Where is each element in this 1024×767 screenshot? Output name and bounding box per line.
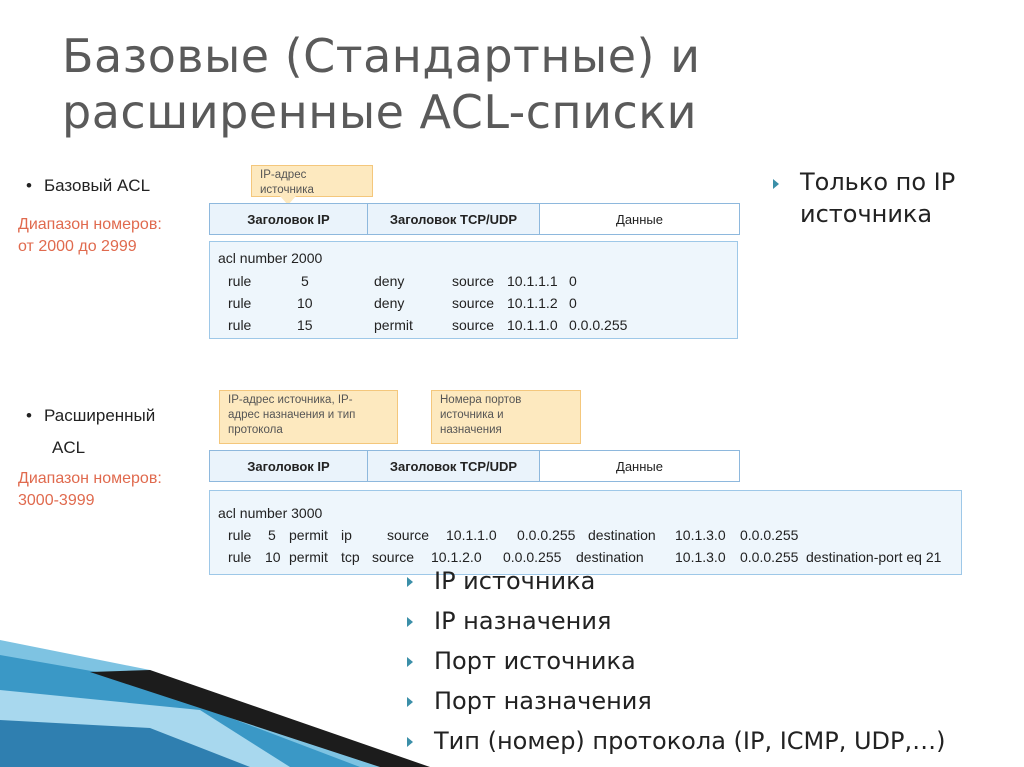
extended-range-line-2: 3000-3999 bbox=[18, 492, 95, 509]
callout-ports-line-3: назначения bbox=[440, 424, 502, 436]
rule-destination-keyword: destination bbox=[576, 549, 644, 565]
rule-action: permit bbox=[289, 549, 328, 565]
rule-number: 5 bbox=[268, 527, 276, 543]
rule-source-address: 10.1.2.0 bbox=[431, 549, 482, 565]
callout-ip-line-3: протокола bbox=[228, 424, 283, 436]
rule-action: permit bbox=[289, 527, 328, 543]
rule-destination-keyword: destination bbox=[588, 527, 656, 543]
arrow-bullet-icon bbox=[407, 617, 413, 627]
rule-wildcard: 0.0.0.255 bbox=[569, 317, 628, 333]
rule-destination-wildcard: 0.0.0.255 bbox=[740, 549, 799, 565]
basic-range-line-2: от 2000 до 2999 bbox=[18, 238, 137, 255]
basic-range-line-1: Диапазон номеров: bbox=[18, 216, 162, 233]
rule-number: 10 bbox=[265, 549, 281, 565]
extended-range-line-1: Диапазон номеров: bbox=[18, 470, 162, 487]
rule-address: 10.1.1.2 bbox=[507, 295, 558, 311]
callout-ip-line-2: адрес назначения и тип bbox=[228, 409, 356, 421]
slide-title-line-1: Базовые (Стандартные) и bbox=[62, 29, 701, 83]
rule-destination-address: 10.1.3.0 bbox=[675, 527, 726, 543]
arrow-bullet-icon bbox=[407, 657, 413, 667]
extended-acl-label-2: ACL bbox=[52, 438, 86, 457]
rule-source-keyword: source bbox=[452, 295, 495, 311]
criteria-item: Порт источника bbox=[434, 647, 636, 675]
slide-title-line-2: расширенные ACL-списки bbox=[62, 85, 697, 139]
rule-keyword: rule bbox=[228, 317, 252, 333]
basic-callout-line-2: источника bbox=[260, 184, 314, 196]
criteria-item: IP назначения bbox=[434, 607, 612, 635]
rule-address: 10.1.1.0 bbox=[507, 317, 558, 333]
arrow-bullet-icon bbox=[407, 577, 413, 587]
rule-source-wildcard: 0.0.0.255 bbox=[517, 527, 576, 543]
extended-acl-label-1: Расширенный bbox=[44, 406, 156, 425]
extended-callout-ip bbox=[219, 390, 398, 444]
rule-source-address: 10.1.1.0 bbox=[446, 527, 497, 543]
rule-keyword: rule bbox=[228, 273, 252, 289]
rule-destination-address: 10.1.3.0 bbox=[675, 549, 726, 565]
rule-destination-wildcard: 0.0.0.255 bbox=[740, 527, 799, 543]
rule-number: 5 bbox=[301, 273, 309, 289]
rule-keyword: rule bbox=[228, 549, 252, 565]
rule-number: 10 bbox=[297, 295, 313, 311]
rule-source-wildcard: 0.0.0.255 bbox=[503, 549, 562, 565]
slide-title bbox=[62, 28, 700, 140]
criteria-item: IP источника bbox=[434, 567, 596, 595]
basic-acl-code bbox=[209, 241, 738, 339]
rule-address: 10.1.1.1 bbox=[507, 273, 558, 289]
arrow-bullet-icon bbox=[773, 179, 779, 189]
rule-source-keyword: source bbox=[452, 273, 495, 289]
code-title: acl number 3000 bbox=[218, 505, 323, 521]
criteria-item: Порт назначения bbox=[434, 687, 652, 715]
basic-acl-label: Базовый ACL bbox=[44, 176, 151, 195]
basic-callout bbox=[251, 165, 373, 197]
basic-acl-bullet bbox=[26, 176, 150, 196]
rule-source-keyword: source bbox=[387, 527, 430, 543]
arrow-bullet-icon bbox=[407, 697, 413, 707]
bullet-dot-icon: • bbox=[26, 176, 32, 195]
rule-protocol: tcp bbox=[341, 549, 360, 565]
rule-wildcard: 0 bbox=[569, 295, 577, 311]
callout-ports-line-1: Номера портов bbox=[440, 394, 522, 406]
rule-source-keyword: source bbox=[372, 549, 415, 565]
rule-source-keyword: source bbox=[452, 317, 495, 333]
rule-action: permit bbox=[374, 317, 413, 333]
basic-callout-line-1: IP-адрес bbox=[260, 169, 307, 181]
callout-ip-line-1: IP-адрес источника, IP- bbox=[228, 394, 353, 406]
rule-number: 15 bbox=[297, 317, 313, 333]
rule-protocol: ip bbox=[341, 527, 352, 543]
extended-packet-header bbox=[209, 450, 740, 482]
header-ip-cell: Заголовок IP bbox=[210, 204, 368, 234]
header-tcpudp-cell: Заголовок TCP/UDP bbox=[368, 204, 540, 234]
basic-note: Только по IP источника bbox=[800, 168, 956, 228]
header-data-cell: Данные bbox=[540, 451, 739, 481]
bullet-dot-icon: • bbox=[26, 406, 32, 425]
header-ip-cell: Заголовок IP bbox=[210, 451, 368, 481]
header-tcpudp-cell: Заголовок TCP/UDP bbox=[368, 451, 540, 481]
extended-callout-ports bbox=[431, 390, 581, 444]
rule-keyword: rule bbox=[228, 295, 252, 311]
rule-destination-port: destination-port eq 21 bbox=[806, 549, 942, 565]
rule-keyword: rule bbox=[228, 527, 252, 543]
basic-packet-header bbox=[209, 203, 740, 235]
criteria-item: Тип (номер) протокола (IP, ICMP, UDP,…) bbox=[434, 727, 946, 755]
code-title: acl number 2000 bbox=[218, 250, 323, 266]
callout-ports-line-2: источника и bbox=[440, 409, 504, 421]
arrow-bullet-icon bbox=[407, 737, 413, 747]
extended-range bbox=[18, 468, 162, 512]
rule-action: deny bbox=[374, 273, 405, 289]
extended-acl-code bbox=[209, 490, 962, 575]
extended-acl-bullet bbox=[26, 400, 155, 464]
rule-wildcard: 0 bbox=[569, 273, 577, 289]
header-data-cell: Данные bbox=[540, 204, 739, 234]
basic-range bbox=[18, 214, 162, 258]
rule-action: deny bbox=[374, 295, 405, 311]
